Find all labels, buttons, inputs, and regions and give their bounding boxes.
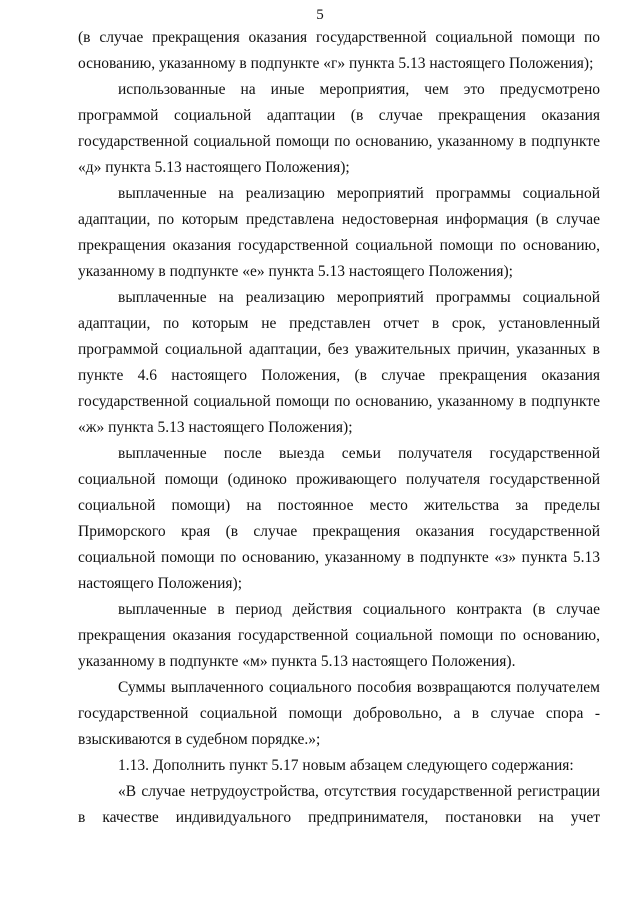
paragraph-item-zh: выплаченные на реализацию мероприятий программы социальной адаптации, по которым не представлен отчет в срок, установленный программой социальной адаптации, без уважительных причин, указанных в пункте 4.6 настоящего Положения, (в случае прекращения оказания государственной социальной помощи по основанию, указанному в подпункте «ж» пункта 5.13 настоящего Положения);: [78, 289, 600, 436]
document-body: [78, 25, 600, 831]
paragraph-item-e: выплаченные на реализацию мероприятий программы социальной адаптации, по которым представлена недостоверная информация (в случае прекращения оказания государственной социальной помощи по основанию, указанному в подпункте «е» пункта 5.13 настоящего Положения);: [78, 185, 600, 280]
paragraph-refund: Суммы выплаченного социального пособия возвращаются получателем государственной социальной помощи добровольно, а в случае спора - взыскиваются в судебном порядке.»;: [78, 679, 600, 748]
paragraph-continuation: (в случае прекращения оказания государственной социальной помощи по основанию, указанному в подпункте «г» пункта 5.13 настоящего Положения);: [78, 29, 600, 72]
paragraph-new-clause: «В случае нетрудоустройства, отсутствия государственной регистрации в качестве индивидуального предпринимателя, постановки на учет: [78, 783, 600, 826]
paragraph-item-m: выплаченные в период действия социального контракта (в случае прекращения оказания государственной социальной помощи по основанию, указанному в подпункте «м» пункта 5.13 настоящего Положения).: [78, 601, 600, 670]
paragraph-item-d: использованные на иные мероприятия, чем это предусмотрено программой социальной адаптации (в случае прекращения оказания государственной социальной помощи по основанию, указанному в подпункте «д» пункта 5.13 настоящего Положения);: [78, 81, 600, 176]
paragraph-amendment-1-13: 1.13. Дополнить пункт 5.17 новым абзацем следующего содержания:: [118, 757, 574, 774]
paragraph-item-z: выплаченные после выезда семьи получателя государственной социальной помощи (одиноко проживающего получателя государственной социальной помощи) на постоянное место жительства за пределы Приморского края (в случае прекращения оказания государственной социальной помощи по основанию, указанному в подпункте «з» пункта 5.13 настоящего Положения);: [78, 445, 600, 592]
page-number: 5: [316, 7, 324, 23]
